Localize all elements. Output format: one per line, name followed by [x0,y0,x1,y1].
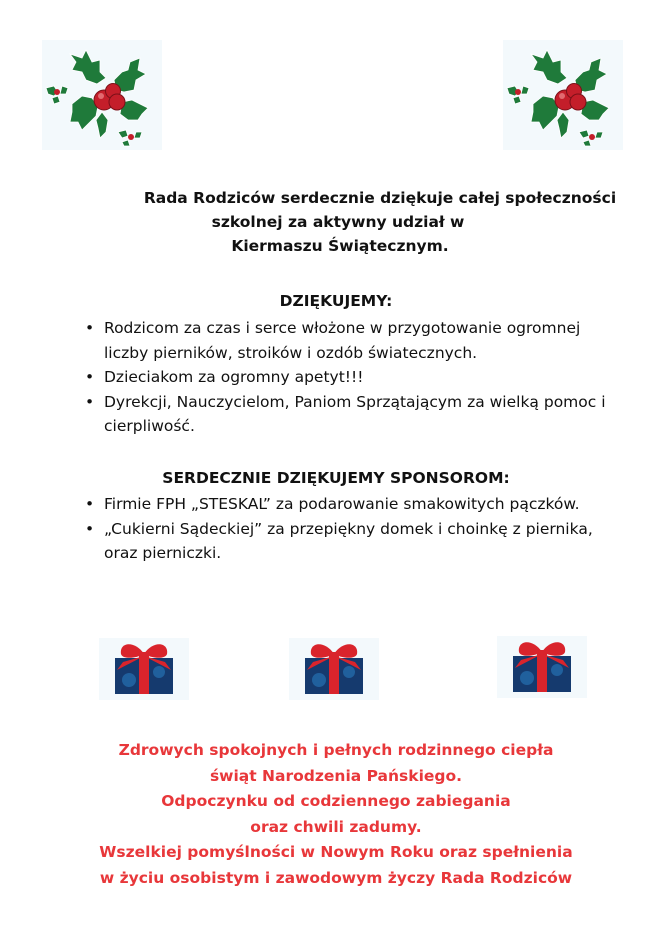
list-item: • „Cukierni Sądeckiej” za przepiękny domek i choinkę z piernika, oraz pierniczki. [80,517,620,566]
sponsors-heading: SERDECZNIE DZIĘKUJEMY SPONSOROM: [162,469,510,487]
gift-icon [289,638,379,700]
intro-line: szkolnej za aktywny udział w [211,213,465,231]
wishes-line: świąt Narodzenia Pańskiego. [209,766,463,785]
wishes-line: Odpoczynku od codziennego zabiegania [161,792,511,811]
intro-line: Rada Rodziców serdecznie dziękuje całej społeczności [143,189,617,207]
wishes-paragraph [60,738,612,892]
list-item: • Dzieciakom za ogromny apetyt!!! [80,365,620,390]
holly-icon [42,40,162,150]
intro-paragraph [100,186,620,258]
wishes-line: oraz chwili zadumy. [250,817,422,836]
list-item: • Dyrekcji, Nauczycielom, Paniom Sprzątającym za wielką pomoc i cierpliwość. [80,390,620,439]
sponsors-list [80,492,620,566]
gift-icon [99,638,189,700]
list-item: • Firmie FPH „STESKAL” za podarowanie smakowitych pączków. [80,492,620,517]
wishes-line: w życiu osobistym i zawodowym życzy Rada Rodziców [99,868,573,887]
list-item: • Rodzicom za czas i serce włożone w przygotowanie ogromnej liczby pierników, stroików i ozdób światecznych. [80,316,620,365]
holly-icon [503,40,623,150]
intro-line: Kiermaszu Świątecznym. [231,237,449,255]
gift-icon [497,636,587,698]
thanks-list [80,316,620,439]
wishes-line: Zdrowych spokojnych i pełnych rodzinnego ciepła [118,741,554,759]
wishes-line: Wszelkiej pomyślności w Nowym Roku oraz spełnienia [99,843,573,862]
thanks-heading: DZIĘKUJEMY: [279,292,393,310]
